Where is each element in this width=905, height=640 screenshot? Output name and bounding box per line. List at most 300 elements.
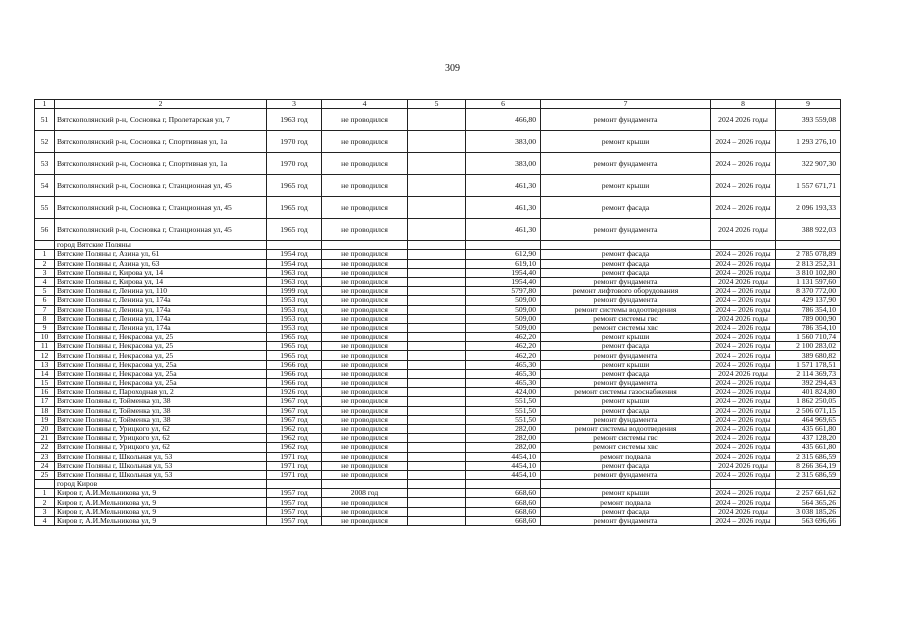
last-repair-cell: не проводился [322, 314, 408, 323]
row-number: 1 [35, 489, 55, 498]
col-5-cell [408, 109, 466, 131]
table-row [35, 131, 841, 153]
last-repair-cell: не проводился [322, 175, 408, 197]
address-cell: Киров г, А.И.Мельникова ул, 9 [55, 507, 267, 516]
area-cell: 282,00 [466, 424, 541, 433]
cost-cell: 2 257 661,62 [776, 489, 841, 498]
last-repair-cell: не проводился [322, 452, 408, 461]
year-built-cell: 1965 год [267, 351, 322, 360]
table-row [35, 351, 841, 360]
period-cell: 2024 – 2026 годы [711, 153, 776, 175]
year-built-cell: 1971 год [267, 461, 322, 470]
last-repair-cell: не проводился [322, 250, 408, 259]
address-cell: Вятскополянский р-н, Сосновка г, Спортивная ул, 1а [55, 153, 267, 175]
area-cell: 4454,10 [466, 452, 541, 461]
table-row [35, 219, 841, 241]
last-repair-cell: 2008 год [322, 489, 408, 498]
row-number: 51 [35, 109, 55, 131]
row-number: 12 [35, 351, 55, 360]
area-cell: 383,00 [466, 153, 541, 175]
section-row [35, 241, 841, 250]
cost-cell: 2 785 078,89 [776, 250, 841, 259]
year-built-cell: 1962 год [267, 434, 322, 443]
cost-cell: 401 824,80 [776, 388, 841, 397]
col-5-cell [408, 388, 466, 397]
period-cell: 2024 – 2026 годы [711, 323, 776, 332]
col-5-cell [408, 342, 466, 351]
row-number: 7 [35, 305, 55, 314]
table-row [35, 388, 841, 397]
address-cell: Вятские Поляны г, Ленина ул, 174а [55, 323, 267, 332]
period-cell: 2024 2026 годы [711, 314, 776, 323]
area-cell: 465,30 [466, 369, 541, 378]
work-type-cell: ремонт фасада [541, 342, 711, 351]
work-type-cell: ремонт системы хвс [541, 443, 711, 452]
last-repair-cell: не проводился [322, 259, 408, 268]
period-cell: 2024 – 2026 годы [711, 351, 776, 360]
address-cell: Вятские Поляны г, Урицкого ул, 62 [55, 434, 267, 443]
address-cell: Вятские Поляны г, Ленина ул, 174а [55, 305, 267, 314]
area-cell: 4454,10 [466, 470, 541, 479]
row-number: 53 [35, 153, 55, 175]
row-number: 24 [35, 461, 55, 470]
table-row [35, 305, 841, 314]
address-cell: Вятскополянский р-н, Сосновка г, Спортивная ул, 1а [55, 131, 267, 153]
last-repair-cell: не проводился [322, 406, 408, 415]
work-type-cell: ремонт фундамента [541, 296, 711, 305]
table-row [35, 470, 841, 479]
table-row [35, 489, 841, 498]
last-repair-cell: не проводился [322, 388, 408, 397]
header-cell: 8 [711, 100, 776, 109]
last-repair-cell: не проводился [322, 305, 408, 314]
period-cell: 2024 – 2026 годы [711, 434, 776, 443]
section-empty-cell [267, 480, 322, 489]
year-built-cell: 1965 год [267, 219, 322, 241]
col-5-cell [408, 351, 466, 360]
work-type-cell: ремонт подвала [541, 452, 711, 461]
col-5-cell [408, 434, 466, 443]
last-repair-cell: не проводился [322, 507, 408, 516]
row-number: 9 [35, 323, 55, 332]
table-row [35, 277, 841, 286]
row-number: 8 [35, 314, 55, 323]
col-5-cell [408, 516, 466, 525]
repair-program-table [34, 99, 840, 526]
page-number: 309 [445, 63, 460, 74]
area-cell: 619,10 [466, 259, 541, 268]
area-cell: 509,00 [466, 314, 541, 323]
col-5-cell [408, 197, 466, 219]
work-type-cell: ремонт фундамента [541, 109, 711, 131]
year-built-cell: 1953 год [267, 314, 322, 323]
last-repair-cell: не проводился [322, 342, 408, 351]
work-type-cell: ремонт крыши [541, 489, 711, 498]
address-cell: Вятскополянский р-н, Сосновка г, Станционная ул, 45 [55, 175, 267, 197]
last-repair-cell: не проводился [322, 415, 408, 424]
work-type-cell: ремонт крыши [541, 333, 711, 342]
year-built-cell: 1953 год [267, 323, 322, 332]
year-built-cell: 1966 год [267, 360, 322, 369]
cost-cell: 8 370 772,00 [776, 287, 841, 296]
address-cell: Киров г, А.И.Мельникова ул, 9 [55, 489, 267, 498]
period-cell: 2024 2026 годы [711, 219, 776, 241]
table-row [35, 109, 841, 131]
address-cell: Вятские Поляны г, Некрасова ул, 25а [55, 379, 267, 388]
year-built-cell: 1963 год [267, 109, 322, 131]
work-type-cell: ремонт фасада [541, 259, 711, 268]
header-cell: 3 [267, 100, 322, 109]
row-number: 25 [35, 470, 55, 479]
cost-cell: 2 813 252,31 [776, 259, 841, 268]
col-5-cell [408, 259, 466, 268]
section-empty-cell [776, 480, 841, 489]
period-cell: 2024 – 2026 годы [711, 379, 776, 388]
address-cell: Вятские Поляны г, Школьная ул, 53 [55, 461, 267, 470]
section-empty-cell [776, 241, 841, 250]
year-built-cell: 1971 год [267, 470, 322, 479]
period-cell: 2024 – 2026 годы [711, 333, 776, 342]
col-5-cell [408, 489, 466, 498]
last-repair-cell: не проводился [322, 434, 408, 443]
area-cell: 509,00 [466, 305, 541, 314]
address-cell: Вятские Поляны г, Ленина ул, 174а [55, 296, 267, 305]
col-5-cell [408, 333, 466, 342]
period-cell: 2024 2026 годы [711, 277, 776, 286]
year-built-cell: 1963 год [267, 277, 322, 286]
table-row [35, 406, 841, 415]
row-number: 54 [35, 175, 55, 197]
area-cell: 668,60 [466, 516, 541, 525]
work-type-cell: ремонт фундамента [541, 219, 711, 241]
cost-cell: 1 293 276,10 [776, 131, 841, 153]
year-built-cell: 1967 год [267, 397, 322, 406]
area-cell: 461,30 [466, 197, 541, 219]
table-row [35, 360, 841, 369]
work-type-cell: ремонт системы гвс [541, 314, 711, 323]
last-repair-cell: не проводился [322, 219, 408, 241]
area-cell: 509,00 [466, 296, 541, 305]
address-cell: Вятские Поляны г, Азина ул, 61 [55, 250, 267, 259]
work-type-cell: ремонт фундамента [541, 470, 711, 479]
area-cell: 4454,10 [466, 461, 541, 470]
last-repair-cell: не проводился [322, 277, 408, 286]
address-cell: Вятские Поляны г, Пароходная ул, 2 [55, 388, 267, 397]
work-type-cell: ремонт подвала [541, 498, 711, 507]
work-type-cell: ремонт фасада [541, 250, 711, 259]
row-number: 4 [35, 277, 55, 286]
section-title: город Киров [55, 480, 267, 489]
header-cell: 1 [35, 100, 55, 109]
row-number: 4 [35, 516, 55, 525]
col-5-cell [408, 379, 466, 388]
period-cell: 2024 – 2026 годы [711, 131, 776, 153]
row-number: 3 [35, 507, 55, 516]
period-cell: 2024 – 2026 годы [711, 516, 776, 525]
last-repair-cell: не проводился [322, 197, 408, 219]
area-cell: 462,20 [466, 342, 541, 351]
cost-cell: 429 137,90 [776, 296, 841, 305]
row-number: 6 [35, 296, 55, 305]
work-type-cell: ремонт фундамента [541, 351, 711, 360]
period-cell: 2024 – 2026 годы [711, 415, 776, 424]
period-cell: 2024 – 2026 годы [711, 489, 776, 498]
section-empty-cell [466, 241, 541, 250]
address-cell: Вятские Поляны г, Тойменка ул, 38 [55, 406, 267, 415]
cost-cell: 1 571 178,51 [776, 360, 841, 369]
area-cell: 462,20 [466, 351, 541, 360]
last-repair-cell: не проводился [322, 498, 408, 507]
year-built-cell: 1957 год [267, 498, 322, 507]
section-title: город Вятские Поляны [55, 241, 267, 250]
row-number: 55 [35, 197, 55, 219]
cost-cell: 2 315 686,59 [776, 470, 841, 479]
cost-cell: 1 557 671,71 [776, 175, 841, 197]
year-built-cell: 1971 год [267, 452, 322, 461]
period-cell: 2024 2026 годы [711, 369, 776, 378]
area-cell: 383,00 [466, 131, 541, 153]
year-built-cell: 1970 год [267, 131, 322, 153]
work-type-cell: ремонт системы водоотведения [541, 305, 711, 314]
work-type-cell: ремонт системы водоотведения [541, 424, 711, 433]
table-header-row [35, 100, 841, 109]
work-type-cell: ремонт крыши [541, 397, 711, 406]
address-cell: Вятские Поляны г, Некрасова ул, 25а [55, 360, 267, 369]
work-type-cell: ремонт фундамента [541, 153, 711, 175]
section-empty-cell [711, 241, 776, 250]
row-number: 2 [35, 259, 55, 268]
work-type-cell: ремонт фасада [541, 268, 711, 277]
section-empty-cell [322, 241, 408, 250]
cost-cell: 437 128,20 [776, 434, 841, 443]
work-type-cell: ремонт фундамента [541, 516, 711, 525]
table-row [35, 296, 841, 305]
period-cell: 2024 – 2026 годы [711, 197, 776, 219]
cost-cell: 464 969,65 [776, 415, 841, 424]
address-cell: Вятские Поляны г, Школьная ул, 53 [55, 452, 267, 461]
col-5-cell [408, 461, 466, 470]
table-row [35, 516, 841, 525]
last-repair-cell: не проводился [322, 379, 408, 388]
area-cell: 282,00 [466, 443, 541, 452]
address-cell: Вятскополянский р-н, Сосновка г, Пролетарская ул, 7 [55, 109, 267, 131]
cost-cell: 2 096 193,33 [776, 197, 841, 219]
table-row [35, 415, 841, 424]
col-5-cell [408, 175, 466, 197]
address-cell: Вятские Поляны г, Некрасова ул, 25 [55, 333, 267, 342]
period-cell: 2024 – 2026 годы [711, 470, 776, 479]
area-cell: 612,90 [466, 250, 541, 259]
col-5-cell [408, 277, 466, 286]
year-built-cell: 1966 год [267, 369, 322, 378]
cost-cell: 2 506 071,15 [776, 406, 841, 415]
table-body [35, 100, 841, 526]
col-5-cell [408, 397, 466, 406]
work-type-cell: ремонт фундамента [541, 415, 711, 424]
last-repair-cell: не проводился [322, 443, 408, 452]
cost-cell: 1 560 710,74 [776, 333, 841, 342]
table-row [35, 397, 841, 406]
work-type-cell: ремонт крыши [541, 175, 711, 197]
address-cell: Вятские Поляны г, Ленина ул, 110 [55, 287, 267, 296]
last-repair-cell: не проводился [322, 351, 408, 360]
col-5-cell [408, 296, 466, 305]
work-type-cell: ремонт системы хвс [541, 323, 711, 332]
header-cell: 9 [776, 100, 841, 109]
year-built-cell: 1963 год [267, 268, 322, 277]
year-built-cell: 1957 год [267, 489, 322, 498]
area-cell: 551,50 [466, 406, 541, 415]
cost-cell: 393 559,08 [776, 109, 841, 131]
table-row [35, 323, 841, 332]
address-cell: Вятские Поляны г, Тойменка ул, 38 [55, 397, 267, 406]
table-row [35, 507, 841, 516]
row-number: 18 [35, 406, 55, 415]
period-cell: 2024 – 2026 годы [711, 175, 776, 197]
year-built-cell: 1954 год [267, 250, 322, 259]
address-cell: Вятские Поляны г, Урицкого ул, 62 [55, 443, 267, 452]
table-row [35, 268, 841, 277]
row-number: 23 [35, 452, 55, 461]
table-row [35, 443, 841, 452]
col-5-cell [408, 287, 466, 296]
year-built-cell: 1953 год [267, 296, 322, 305]
area-cell: 465,30 [466, 360, 541, 369]
address-cell: Вятские Поляны г, Школьная ул, 53 [55, 470, 267, 479]
col-5-cell [408, 507, 466, 516]
area-cell: 465,30 [466, 379, 541, 388]
area-cell: 282,00 [466, 434, 541, 443]
period-cell: 2024 – 2026 годы [711, 498, 776, 507]
period-cell: 2024 – 2026 годы [711, 250, 776, 259]
year-built-cell: 1962 год [267, 424, 322, 433]
row-number: 17 [35, 397, 55, 406]
period-cell: 2024 – 2026 годы [711, 397, 776, 406]
col-5-cell [408, 153, 466, 175]
cost-cell: 435 661,80 [776, 424, 841, 433]
header-cell: 5 [408, 100, 466, 109]
address-cell: Вятские Поляны г, Тойменка ул, 38 [55, 415, 267, 424]
address-cell: Вятские Поляны г, Азина ул, 63 [55, 259, 267, 268]
header-cell: 7 [541, 100, 711, 109]
cost-cell: 1 131 597,60 [776, 277, 841, 286]
year-built-cell: 1967 год [267, 406, 322, 415]
header-cell: 6 [466, 100, 541, 109]
col-5-cell [408, 131, 466, 153]
area-cell: 551,50 [466, 397, 541, 406]
row-number: 21 [35, 434, 55, 443]
row-number: 15 [35, 379, 55, 388]
row-number: 10 [35, 333, 55, 342]
period-cell: 2024 – 2026 годы [711, 443, 776, 452]
period-cell: 2024 – 2026 годы [711, 452, 776, 461]
year-built-cell: 1999 год [267, 287, 322, 296]
last-repair-cell: не проводился [322, 369, 408, 378]
year-built-cell: 1965 год [267, 342, 322, 351]
last-repair-cell: не проводился [322, 360, 408, 369]
cost-cell: 1 862 250,05 [776, 397, 841, 406]
period-cell: 2024 2026 годы [711, 507, 776, 516]
year-built-cell: 1966 год [267, 379, 322, 388]
cost-cell: 392 294,43 [776, 379, 841, 388]
area-cell: 668,60 [466, 489, 541, 498]
header-cell: 2 [55, 100, 267, 109]
work-type-cell: ремонт системы газоснабжения [541, 388, 711, 397]
table-row [35, 424, 841, 433]
area-cell: 668,60 [466, 498, 541, 507]
table-row [35, 153, 841, 175]
last-repair-cell: не проводился [322, 424, 408, 433]
work-type-cell: ремонт лифтового оборудования [541, 287, 711, 296]
cost-cell: 786 354,10 [776, 323, 841, 332]
last-repair-cell: не проводился [322, 296, 408, 305]
cost-cell: 388 922,03 [776, 219, 841, 241]
table-row [35, 314, 841, 323]
last-repair-cell: не проводился [322, 153, 408, 175]
section-spacer [35, 241, 55, 250]
cost-cell: 389 680,82 [776, 351, 841, 360]
cost-cell: 564 365,26 [776, 498, 841, 507]
table-row [35, 342, 841, 351]
last-repair-cell: не проводился [322, 287, 408, 296]
section-empty-cell [408, 241, 466, 250]
area-cell: 461,30 [466, 175, 541, 197]
table-row [35, 197, 841, 219]
col-5-cell [408, 369, 466, 378]
work-type-cell: ремонт фасада [541, 406, 711, 415]
year-built-cell: 1962 год [267, 443, 322, 452]
period-cell: 2024 – 2026 годы [711, 342, 776, 351]
table-row [35, 452, 841, 461]
address-cell: Вятские Поляны г, Некрасова ул, 25а [55, 369, 267, 378]
last-repair-cell: не проводился [322, 461, 408, 470]
table-row [35, 379, 841, 388]
last-repair-cell: не проводился [322, 397, 408, 406]
col-5-cell [408, 424, 466, 433]
cost-cell: 8 266 364,19 [776, 461, 841, 470]
row-number: 5 [35, 287, 55, 296]
period-cell: 2024 – 2026 годы [711, 424, 776, 433]
row-number: 16 [35, 388, 55, 397]
cost-cell: 789 000,90 [776, 314, 841, 323]
col-5-cell [408, 470, 466, 479]
cost-cell: 2 114 369,73 [776, 369, 841, 378]
col-5-cell [408, 415, 466, 424]
section-empty-cell [408, 480, 466, 489]
area-cell: 1954,40 [466, 277, 541, 286]
area-cell: 1954,40 [466, 268, 541, 277]
year-built-cell: 1965 год [267, 175, 322, 197]
col-5-cell [408, 305, 466, 314]
col-5-cell [408, 406, 466, 415]
row-number: 19 [35, 415, 55, 424]
col-5-cell [408, 314, 466, 323]
table-row [35, 259, 841, 268]
section-empty-cell [711, 480, 776, 489]
period-cell: 2024 2026 годы [711, 109, 776, 131]
address-cell: Киров г, А.И.Мельникова ул, 9 [55, 498, 267, 507]
section-row [35, 480, 841, 489]
area-cell: 5797,80 [466, 287, 541, 296]
area-cell: 466,80 [466, 109, 541, 131]
table-row [35, 461, 841, 470]
cost-cell: 2 100 283,02 [776, 342, 841, 351]
area-cell: 424,00 [466, 388, 541, 397]
period-cell: 2024 – 2026 годы [711, 406, 776, 415]
col-5-cell [408, 250, 466, 259]
last-repair-cell: не проводился [322, 323, 408, 332]
row-number: 20 [35, 424, 55, 433]
